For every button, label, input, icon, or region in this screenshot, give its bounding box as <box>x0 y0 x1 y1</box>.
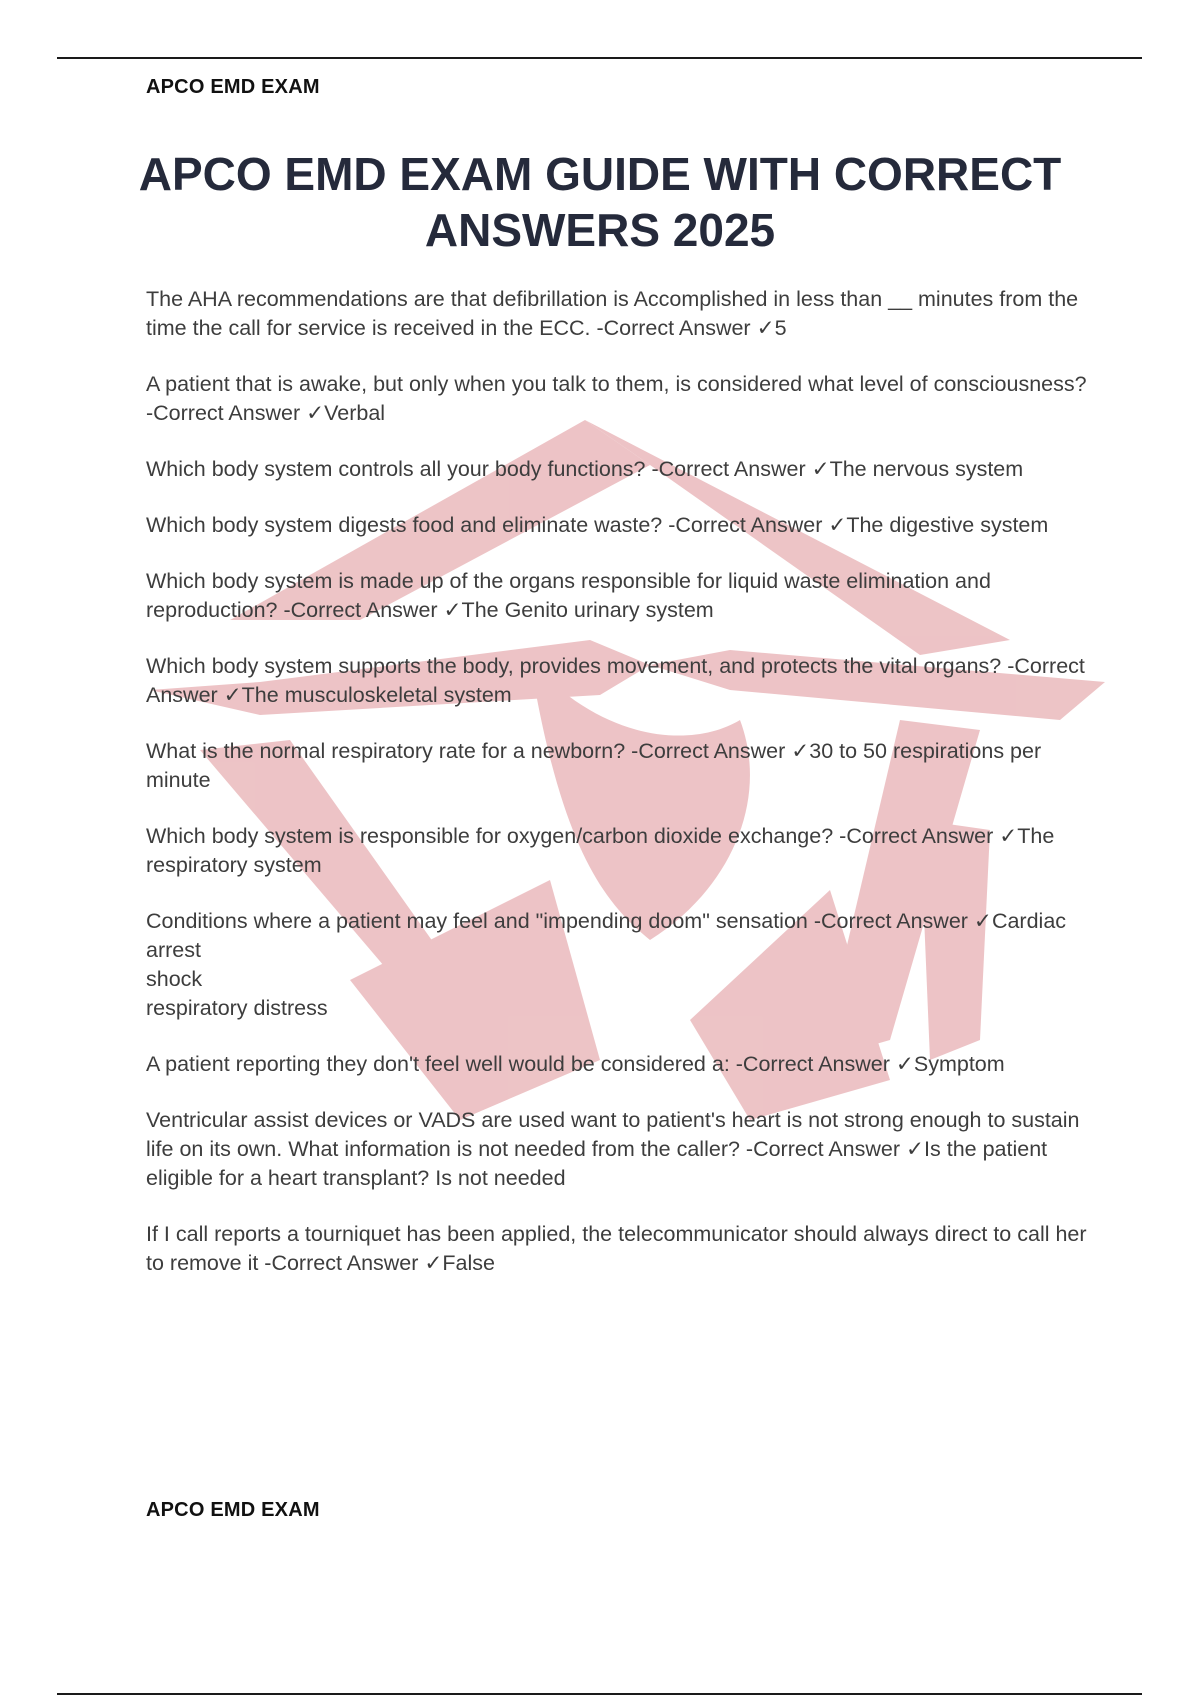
running-footer: APCO EMD EXAM <box>146 1499 320 1521</box>
qa-item: If I call reports a tourniquet has been applied, the telecommunicator should always direct to call her to remove it -Correct Answer ✓False <box>146 1222 1087 1275</box>
document-title: APCO EMD EXAM GUIDE WITH CORRECT ANSWERS 2025 <box>138 148 1062 256</box>
qa-item: Which body system is made up of the organs responsible for liquid waste elimination and reproduction? -Correct Answer ✓The Genito urinary system <box>146 569 991 622</box>
qa-item: What is the normal respiratory rate for a newborn? -Correct Answer ✓30 to 50 respirations per minute <box>146 739 1042 792</box>
running-header: APCO EMD EXAM <box>146 76 320 98</box>
qa-item: The AHA recommendations are that defibrillation is Accomplished in less than __ minutes from the time the call for service is received in the ECC. -Correct Answer ✓5 <box>146 287 1079 340</box>
qa-item: Which body system digests food and eliminate waste? -Correct Answer ✓The digestive system <box>146 513 1049 537</box>
qa-item: Conditions where a patient may feel and "impending doom" sensation -Correct Answer ✓Cardiac arrest shock respiratory distress <box>146 909 1067 1020</box>
footer-rule <box>57 1693 1142 1695</box>
header-rule <box>57 57 1142 59</box>
qa-item: A patient that is awake, but only when you talk to them, is considered what level of consciousness? -Correct Answer ✓Verbal <box>146 372 1087 425</box>
qa-item: A patient reporting they don't feel well would be considered a: -Correct Answer ✓Symptom <box>146 1052 1005 1076</box>
qa-item: Ventricular assist devices or VADS are used want to patient's heart is not strong enough to sustain life on its own. What information is not needed from the caller? -Correct Answer ✓Is the patient eligible for a heart transplant? Is not needed <box>146 1108 1080 1190</box>
qa-item: Which body system is responsible for oxygen/carbon dioxide exchange? -Correct Answer ✓The respiratory system <box>146 824 1055 877</box>
qa-item: Which body system supports the body, provides movement, and protects the vital organs? -Correct Answer ✓The musculoskeletal system <box>146 654 1085 707</box>
qa-list <box>146 285 1096 1305</box>
qa-item: Which body system controls all your body functions? -Correct Answer ✓The nervous system <box>146 457 1024 481</box>
